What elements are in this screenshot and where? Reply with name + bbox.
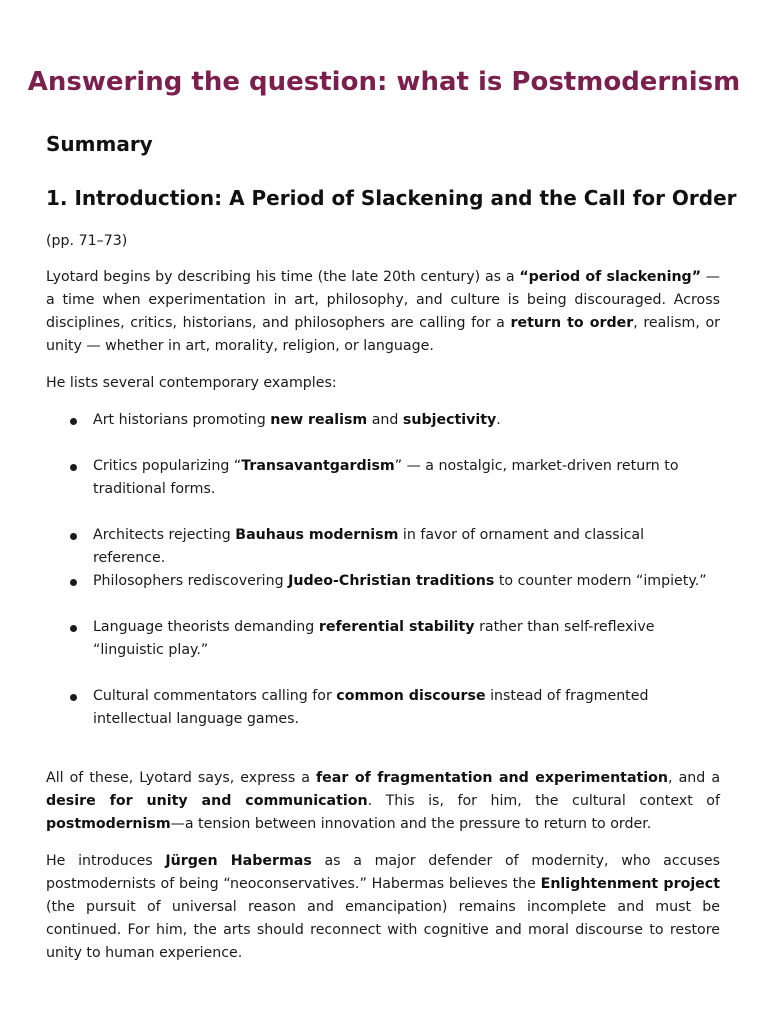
text-run: ” — a nostalgic, market-driven return to traditional forms. — [93, 458, 679, 497]
text-run: Lyotard begins by describing his time (the late 20th century) as a — [46, 269, 520, 285]
bold-term: “period of slackening” — [519, 269, 702, 285]
bold-term: return to order — [510, 315, 634, 331]
bold-term: Bauhaus modernism — [235, 527, 399, 543]
summary-heading: Summary — [46, 132, 153, 156]
text-run: Art historians promoting — [93, 412, 271, 428]
document-title: Answering the question: what is Postmodernism — [27, 67, 741, 97]
text-run: (the pursuit of universal reason and emancipation) remains incomplete and must be continued. For him, the arts should reconnect with cognitive and moral discourse to restore unity to human experience. — [46, 899, 720, 961]
list-item — [93, 455, 713, 501]
list-item — [93, 409, 713, 432]
list-item — [93, 685, 713, 731]
bold-term: Judeo-Christian traditions — [288, 573, 495, 589]
text-run: instead of fragmented intellectual language games. — [93, 688, 649, 727]
paragraph-habermas — [46, 850, 720, 965]
text-run: as a major defender of modernity, who accuses postmodernists of being “neoconservatives.” Habermas believes the — [46, 853, 720, 892]
text-run: . — [496, 412, 501, 428]
list-item — [93, 570, 713, 593]
bullet-icon — [70, 533, 77, 540]
text-run: Philosophers rediscovering — [93, 573, 289, 589]
text-run: , and a — [668, 770, 721, 786]
bold-term: fear of fragmentation and experimentation — [316, 770, 669, 786]
text-run: All of these, Lyotard says, express a — [46, 770, 316, 786]
bullet-icon — [70, 579, 77, 586]
text-run: , realism, or unity — whether in art, morality, religion, or language. — [46, 315, 721, 354]
bold-term: Jürgen Habermas — [165, 853, 312, 869]
page-reference: (pp. 71–73) — [46, 233, 128, 249]
bold-term: common discourse — [336, 688, 486, 704]
paragraph-examples-lead: He lists several contemporary examples: — [46, 375, 337, 391]
bold-term: referential stability — [318, 619, 475, 635]
text-run: Architects rejecting — [93, 527, 236, 543]
text-run: Language theorists demanding — [93, 619, 319, 635]
bold-term: Enlightenment project — [540, 876, 720, 892]
text-run: Cultural commentators calling for — [93, 688, 337, 704]
text-run: and — [367, 412, 403, 428]
bold-term: new realism — [270, 412, 368, 428]
bold-term: Transavantgardism — [241, 458, 395, 474]
text-run: . This is, for him, the cultural context of — [367, 793, 720, 809]
text-run: in favor of ornament and classical reference. — [93, 527, 645, 566]
text-run: — a time when experimentation in art, philosophy, and culture is being discouraged. Across disciplines, critics, historians, and philosophers are calling for a — [46, 269, 720, 331]
bullet-icon — [70, 625, 77, 632]
text-run: He introduces — [46, 853, 166, 869]
text-run: Critics popularizing “ — [93, 458, 242, 474]
list-item — [93, 524, 713, 570]
bold-term: desire for unity and communication — [46, 793, 368, 809]
text-run: to counter modern “impiety.” — [494, 573, 707, 589]
text-run: rather than self-reflexive “linguistic play.” — [93, 619, 655, 658]
paragraph-context — [46, 767, 720, 836]
list-item — [93, 616, 713, 662]
bullet-icon — [70, 694, 77, 701]
bold-term: postmodernism — [46, 816, 171, 832]
paragraph-intro — [46, 266, 720, 358]
section-heading: 1. Introduction: A Period of Slackening and the Call for Order — [46, 186, 737, 210]
bold-term: subjectivity — [402, 412, 497, 428]
bullet-icon — [70, 418, 77, 425]
text-run: —a tension between innovation and the pressure to return to order. — [170, 816, 652, 832]
bullet-icon — [70, 464, 77, 471]
